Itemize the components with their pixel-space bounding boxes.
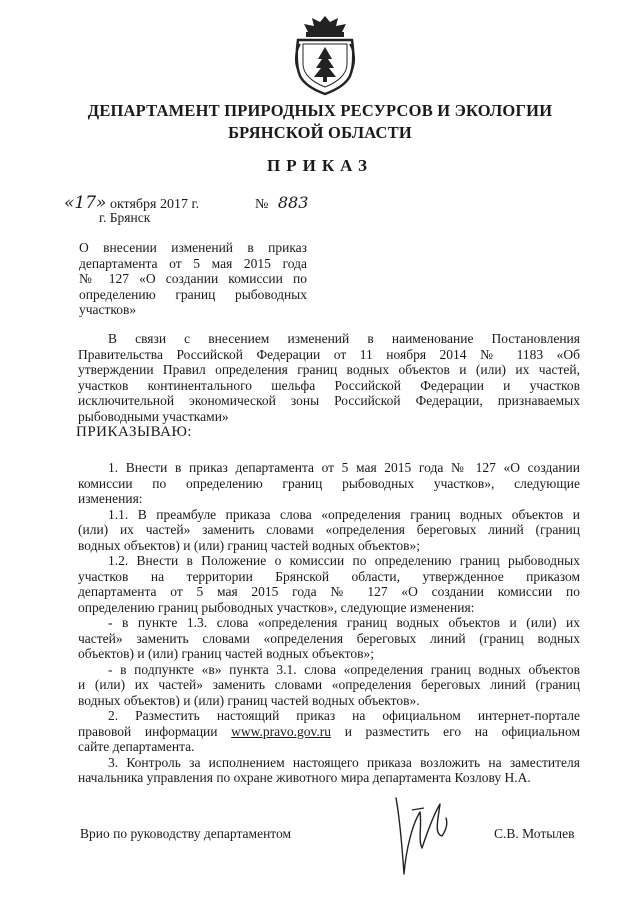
document-type: ПРИКАЗ [267,156,373,175]
body-line: изменения: [78,491,143,506]
signatory-name: С.В. Мотылев [494,826,575,841]
body-line: комиссии по определению границ рыбоводных участков», следующие [78,475,580,491]
body-line: водных объектов) и (или) границ частей водных объектов»; [78,537,420,553]
order-number [255,193,308,213]
order-subject [79,240,307,318]
body-line: департамента от 5 мая 2015 года № 127 «О создании комиссии по [78,584,580,599]
org-line-2: БРЯНСКОЙ ОБЛАСТИ [228,123,412,142]
body-text: правовой информации [78,723,218,739]
body-line: определению границ рыбоводных участков», следующие изменения: [78,599,475,615]
number-value: 883 [277,193,309,212]
preamble-line: рыбоводными участками» [78,408,229,424]
body-line: - в подпункте «в» пункта 3.1. слова «определения границ водных объектов [108,661,580,677]
preamble-line: Правительства Российской Федерации от 11 ноября 2014 № 1183 «Об [78,346,580,362]
subject-line: участков» [79,302,137,318]
body-line: 1.2. Внести в Положение о комиссии по определению границ рыбоводных [108,553,580,568]
body-line: сайте департамента. [78,739,195,754]
body-line: участков на территории Брянской области, утвержденное приказом [78,568,580,584]
order-city: г. Брянск [99,210,151,225]
org-line-1: ДЕПАРТАМЕНТ ПРИРОДНЫХ РЕСУРСОВ И ЭКОЛОГИИ [87,101,553,120]
subject-line: департамента от 5 мая 2015 года [79,255,307,271]
order-month-year: октября 2017 г. [109,197,200,212]
preamble [78,331,580,424]
preamble-line: В связи с внесением изменений в наименование Постановления [108,331,580,346]
body-line: и (или) их частей» заменить словами «определения береговых линий (границ [78,677,580,692]
subject-line: определению границ рыбоводных [79,286,307,302]
body-line: 3. Контроль за исполнением настоящего приказа возложить на заместителя [108,754,580,770]
body-line: начальника управления по охране животного мира департамента Козлову Н.А. [78,770,531,785]
preamble-line: участков континентального шельфа Российской Федерации и участков [78,377,580,393]
coat-of-arms-emblem [294,14,356,96]
order-directive: ПРИКАЗЫВАЮ: [76,424,193,440]
order-day: «17» [64,193,107,213]
body-line: 1.1. В преамбуле приказа слова «определения границ водных объектов и [108,506,580,522]
organization-name [40,100,600,144]
body-line: частей» заменить словами «определения береговых линий (границ водных [78,630,580,646]
body-line: - в пункте 1.3. слова «определения границ водных объектов и (или) их [108,615,580,630]
body-line: объектов) и (или) границ частей водных объектов»; [78,646,375,661]
body-line-with-link [78,724,580,740]
order-body [78,460,580,786]
preamble-line: утверждении Правил определения границ водных объектов и (или) их частей, [78,362,580,377]
pravo-gov-link[interactable]: www.pravo.gov.ru [231,723,332,739]
body-line: водных объектов) и (или) границ частей водных объектов». [78,692,420,708]
signatory-position: Врио по руководству департаментом [80,826,292,841]
subject-line: О внесении изменений в приказ [79,240,307,255]
body-text: и разместить его на официальном [344,723,581,739]
body-line: 1. Внести в приказ департамента от 5 мая 2015 года № 127 «О создании [108,460,580,475]
body-line: (или) их частей» заменить словами «определения береговых линий (границ [78,522,580,537]
handwritten-signature [382,790,452,880]
body-line: 2. Разместить настоящий приказ на официальном интернет-портале [108,708,580,723]
subject-line: № 127 «О создании комиссии по [79,271,307,287]
preamble-line: исключительной экономической зоны Российской Федерации, признаваемых [78,393,580,408]
number-sign: № [255,197,269,212]
